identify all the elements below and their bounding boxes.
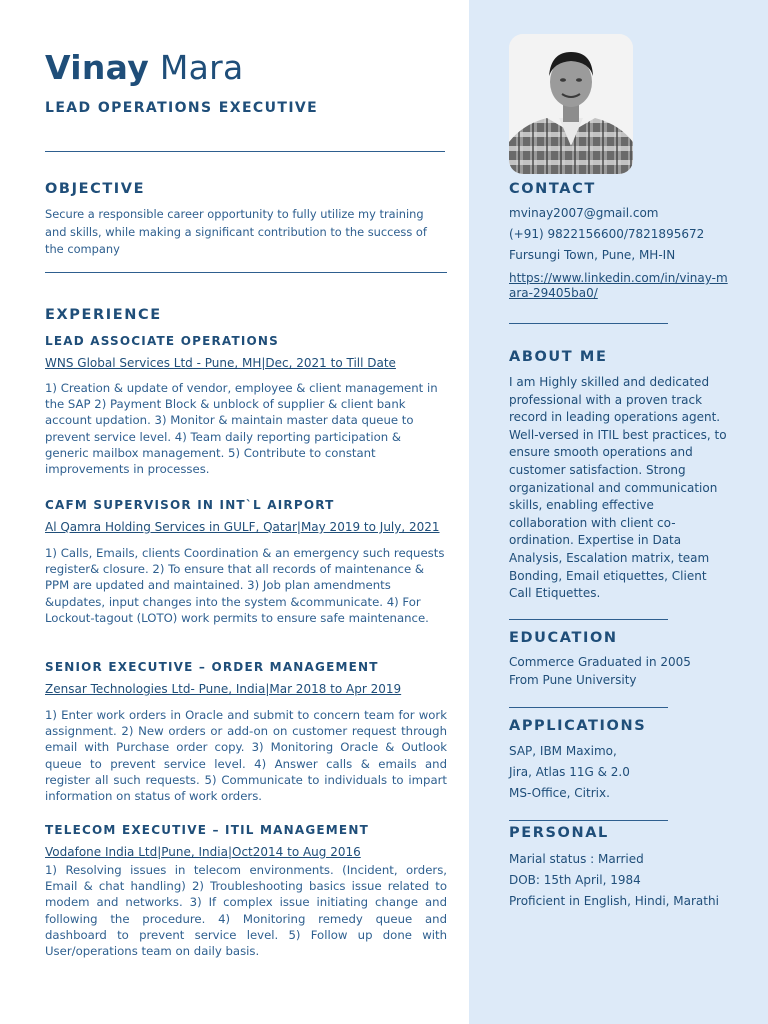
contact-heading: CONTACT	[509, 181, 596, 197]
divider	[509, 820, 668, 821]
job-description: 1) Resolving issues in telecom environments. (Incident, orders, Email & chat handling) 2) Troubleshooting basics issue related to modem and networks. 3) If complex issue initiating change and following the procedure. 4) Monitoring remedy queue and dashboard to prevent service level. 5) Follow up done with User/operations team on daily basis.	[45, 863, 447, 959]
contact-address: Fursungi Town, Pune, MH-IN	[509, 248, 676, 262]
application-line: MS-Office, Citrix.	[509, 786, 610, 800]
candidate-name	[45, 48, 244, 87]
education-block	[509, 654, 731, 689]
personal-block	[509, 849, 719, 912]
education-line: From Pune University	[509, 672, 637, 687]
contact-block	[509, 203, 729, 301]
job-company: Zensar Technologies Ltd- Pune, India|Mar 2018 to Apr 2019	[45, 682, 402, 696]
job-title: TELECOM EXECUTIVE – ITIL MANAGEMENT	[45, 823, 369, 837]
linkedin-link[interactable]: https://www.linkedin.com/in/vinay-mara-29405ba0/	[509, 271, 728, 300]
divider	[509, 707, 668, 708]
experience-heading: EXPERIENCE	[45, 307, 162, 323]
applications-heading: APPLICATIONS	[509, 718, 647, 734]
job-title: SENIOR EXECUTIVE – ORDER MANAGEMENT	[45, 660, 379, 674]
job-company: Vodafone India Ltd|Pune, India|Oct2014 to Aug 2016	[45, 845, 361, 859]
contact-email[interactable]: mvinay2007@gmail.com	[509, 206, 659, 220]
personal-line: Marial status : Married	[509, 852, 644, 866]
objective-text: Secure a responsible career opportunity to fully utilize my training and skills, while making a significant contribution to the success of the company	[45, 207, 427, 256]
personal-line: Proficient in English, Hindi, Marathi	[509, 894, 719, 908]
last-name: Mara	[159, 48, 244, 87]
divider	[45, 272, 447, 273]
job-title: LEAD ASSOCIATE OPERATIONS	[45, 334, 280, 348]
personal-line: DOB: 15th April, 1984	[509, 873, 641, 887]
divider	[509, 323, 668, 324]
education-line: Commerce Graduated in 2005	[509, 655, 691, 669]
applications-block	[509, 741, 630, 804]
about-text: I am Highly skilled and dedicated professional with a proven track record in leading operations agent. Well-versed in ITIL best practices, to ensure smooth operations and customer satisfaction. Strong organizational and communication skills, enabling effective collaboration with client co-ordination. Expertise in Data Analysis, Escalation matrix, team Bonding, Email etiquettes, Client Call Etiquettes.	[509, 375, 727, 601]
application-line: Jira, Atlas 11G & 2.0	[509, 765, 630, 779]
education-heading: EDUCATION	[509, 630, 618, 646]
job-company: WNS Global Services Ltd - Pune, MH|Dec, 2021 to Till Date	[45, 356, 396, 370]
first-name: Vinay	[45, 48, 150, 87]
divider	[45, 151, 445, 152]
application-line: SAP, IBM Maximo,	[509, 744, 617, 758]
profile-photo	[509, 34, 633, 174]
job-title-heading: LEAD OPERATIONS EXECUTIVE	[45, 100, 319, 116]
job-description: 1) Calls, Emails, clients Coordination & an emergency such requests register& closure. 2) To ensure that all records of maintenance & PPM are updated and maintained. 3) Job plan amendments &updates, input changes into the system &communicate. 4) For Lockout-tagout (LOTO) work permits to ensure safe maintenance.	[45, 546, 445, 625]
person-photo-icon	[509, 34, 633, 174]
personal-heading: PERSONAL	[509, 825, 609, 841]
job-description: 1) Creation & update of vendor, employee & client management in the SAP 2) Payment Block & unblock of supplier & client bank account updation. 3) Monitor & maintain master data queue to prevent service level. 4) Team daily reporting participation & generic mailbox management. 5) Contribute to constant improvements in processes.	[45, 381, 438, 477]
objective-heading: OBJECTIVE	[45, 181, 146, 197]
job-title: CAFM SUPERVISOR IN INT`L AIRPORT	[45, 498, 335, 512]
job-description: 1) Enter work orders in Oracle and submit to concern team for work assignment. 2) New orders or add-on on customer request through email with Purchase order copy. 3) Monitoring Oracle & Outlook queue to prevent service level. 4) Answer calls & emails and register all such requests. 5) Communicate to individuals to impart information on status of work orders.	[45, 708, 447, 804]
about-heading: ABOUT ME	[509, 349, 608, 365]
job-company: Al Qamra Holding Services in GULF, Qatar|May 2019 to July, 2021	[45, 520, 440, 534]
divider	[509, 619, 668, 620]
contact-phone: (+91) 9822156600/7821895672	[509, 227, 705, 241]
